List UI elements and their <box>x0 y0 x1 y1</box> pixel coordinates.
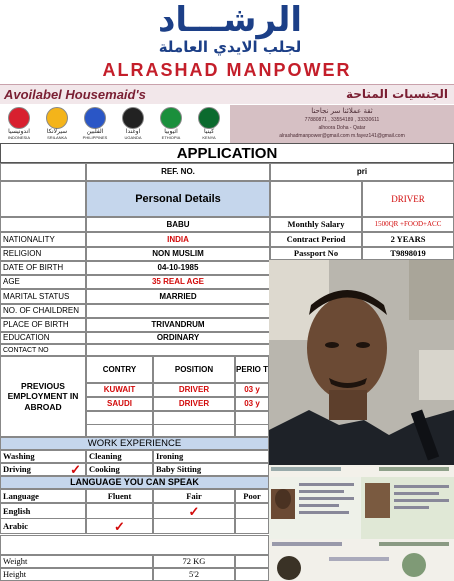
work-experience-label: Driving <box>3 464 31 475</box>
language-name: English <box>0 503 86 519</box>
flag-icon <box>198 107 220 129</box>
employment-position <box>153 424 235 437</box>
available-nationalities-bar <box>0 84 454 104</box>
employment-period <box>235 411 269 425</box>
monthly-salary-label: Monthly Salary <box>270 217 362 232</box>
work-experience-item <box>86 450 153 463</box>
check-mark-icon: ✓ <box>188 503 200 519</box>
available-nationalities-arabic: الجنسيات المتاحة <box>345 87 448 101</box>
field-label: CONTACT NO <box>0 344 86 356</box>
company-logo-arabic: الرشـــاد <box>157 0 303 40</box>
employment-period <box>235 424 269 437</box>
language-spacer <box>0 535 269 555</box>
flag-icon <box>122 107 144 129</box>
applicant-photo <box>269 260 454 465</box>
contract-period-label: Contract Period <box>270 232 362 247</box>
employment-country <box>86 424 153 437</box>
work-experience-label: Cooking <box>89 464 120 475</box>
language-fair-cell <box>153 503 235 519</box>
work-experience-item <box>0 450 86 463</box>
name-label-cell <box>0 217 86 232</box>
flag-label-english: ETHIOPIA <box>161 135 181 140</box>
work-experience-label: Ironing <box>156 451 184 462</box>
field-label: NATIONALITY <box>0 232 86 247</box>
field-value: MARRIED <box>86 289 270 304</box>
flag-philippines <box>81 107 109 141</box>
employment-position <box>153 411 235 425</box>
work-experience-item <box>0 463 86 476</box>
passport-value: T9898019 <box>362 247 454 260</box>
language-fair-cell <box>153 518 235 534</box>
work-experience-label: Cleaning <box>89 451 122 462</box>
field-value: NON MUSLIM <box>86 247 270 261</box>
employment-country: KUWAIT <box>86 383 153 397</box>
field-label: NO. OF CHAILDREN <box>0 304 86 318</box>
company-tagline-arabic: لجلب الايدي العاملة <box>158 38 302 56</box>
flag-icon <box>160 107 182 129</box>
position-spacer <box>270 181 362 217</box>
position-applied: DRIVER <box>362 181 454 217</box>
employment-header-country: CONTRY <box>86 356 153 383</box>
weight-label: Weight <box>0 555 153 568</box>
language-heading: LANGUAGE YOU CAN SPEAK <box>0 476 269 489</box>
company-name-english: ALRASHAD MANPOWER <box>102 60 352 80</box>
flag-indonesia <box>5 107 33 141</box>
flag-icon <box>46 107 68 129</box>
contact-banner <box>230 105 454 143</box>
language-fluent-cell <box>86 518 153 534</box>
contact-slogan: ثقة عملائنا سر نجاحنا <box>311 107 373 115</box>
field-value: 35 REAL AGE <box>86 275 270 289</box>
flag-label-english: PHILIPPINES <box>82 135 108 140</box>
weight-value: 72 KG <box>153 555 235 568</box>
flag-label-arabic: الفلبين <box>86 128 104 135</box>
ref-spacer <box>0 163 86 181</box>
flag-label-arabic: اندونيسيا <box>8 128 30 135</box>
monthly-salary-value: 1500QR +FOOD+ACC <box>362 217 454 232</box>
flag-label-arabic: اثيوبيا <box>164 128 178 135</box>
employment-position: DRIVER <box>153 397 235 411</box>
language-header-language: Language <box>0 489 86 503</box>
passport-image <box>269 465 454 581</box>
available-nationalities-english: Avoilabel Housemaid's <box>4 87 146 102</box>
applicant-name: BABU <box>86 217 270 232</box>
contact-address: alhoora Doha - Qatar <box>318 125 366 131</box>
employment-period: 03 y <box>235 383 269 397</box>
work-experience-item <box>153 463 269 476</box>
work-experience-label: Baby Sitting <box>156 464 202 475</box>
check-mark-icon: ✓ <box>114 518 125 534</box>
work-experience-item <box>86 463 153 476</box>
language-header-fluent: Fluent <box>86 489 153 503</box>
employment-country: SAUDI <box>86 397 153 411</box>
flag-label-english: UGANDA <box>124 135 142 140</box>
language-header-fair: Fair <box>153 489 235 503</box>
employment-label: PREVIOUS EMPLOYMENT IN ABROAD <box>0 356 86 437</box>
passport-label: Passport No <box>270 247 362 260</box>
company-header <box>0 0 454 105</box>
form-title: APPLICATION <box>0 143 454 163</box>
work-experience-heading: WORK EXPERIENCE <box>0 437 269 450</box>
nationality-flags <box>0 105 230 143</box>
personal-details-heading: Personal Details <box>86 181 270 217</box>
ref-label: REF. NO. <box>86 163 270 181</box>
personal-spacer <box>0 181 86 217</box>
employment-position: DRIVER <box>153 383 235 397</box>
field-label: MARITAL STATUS <box>0 289 86 304</box>
employment-period: 03 y <box>235 397 269 411</box>
employment-header-period: PERIO T <box>235 356 269 383</box>
language-fluent-cell <box>86 503 153 519</box>
flag-label-arabic: سيرلانكا <box>46 128 68 135</box>
check-mark-icon: ✓ <box>70 463 81 476</box>
work-experience-item <box>153 450 269 463</box>
flag-label-arabic: اوغندا <box>125 128 141 135</box>
height-value: 5'2 <box>153 568 235 581</box>
field-value: 04-10-1985 <box>86 261 270 275</box>
field-value: ORDINARY <box>86 332 270 344</box>
language-header-poor: Poor <box>235 489 269 503</box>
employment-country <box>86 411 153 425</box>
flag-uganda <box>119 107 147 141</box>
flag-label-english: INDONESIA <box>7 135 30 140</box>
flag-label-english: SRILANKA <box>47 135 67 140</box>
flag-ethiopia <box>157 107 185 141</box>
language-poor-cell <box>235 503 269 519</box>
field-value: TRIVANDRUM <box>86 318 270 332</box>
contact-phones: 77880871 , 33554189 , 33330611 <box>304 117 380 123</box>
field-label: DATE OF BIRTH <box>0 261 86 275</box>
field-label: EDUCATION <box>0 332 86 344</box>
field-value: INDIA <box>86 232 270 247</box>
work-experience-label: Washing <box>3 451 35 462</box>
height-label: Height <box>0 568 153 581</box>
field-label: RELIGION <box>0 247 86 261</box>
weight-spacer <box>235 555 269 568</box>
language-poor-cell <box>235 518 269 534</box>
flag-kenya <box>195 107 223 141</box>
height-spacer <box>235 568 269 581</box>
field-label: PLACE OF BIRTH <box>0 318 86 332</box>
flag-label-arabic: كينيا <box>203 128 215 135</box>
flag-label-english: KENYA <box>202 135 216 140</box>
language-name: Arabic <box>0 518 86 534</box>
flag-srilanka <box>43 107 71 141</box>
contact-email: alrashadmanpower@gmail.com m.fayez141@gmail.com <box>279 133 405 139</box>
flag-icon <box>84 107 106 129</box>
field-value <box>86 304 270 318</box>
contract-period-value: 2 YEARS <box>362 232 454 247</box>
employment-header-position: POSITION <box>153 356 235 383</box>
field-value <box>86 344 270 356</box>
field-label: AGE <box>0 275 86 289</box>
flag-icon <box>8 107 30 129</box>
ref-value: pri <box>270 163 454 181</box>
